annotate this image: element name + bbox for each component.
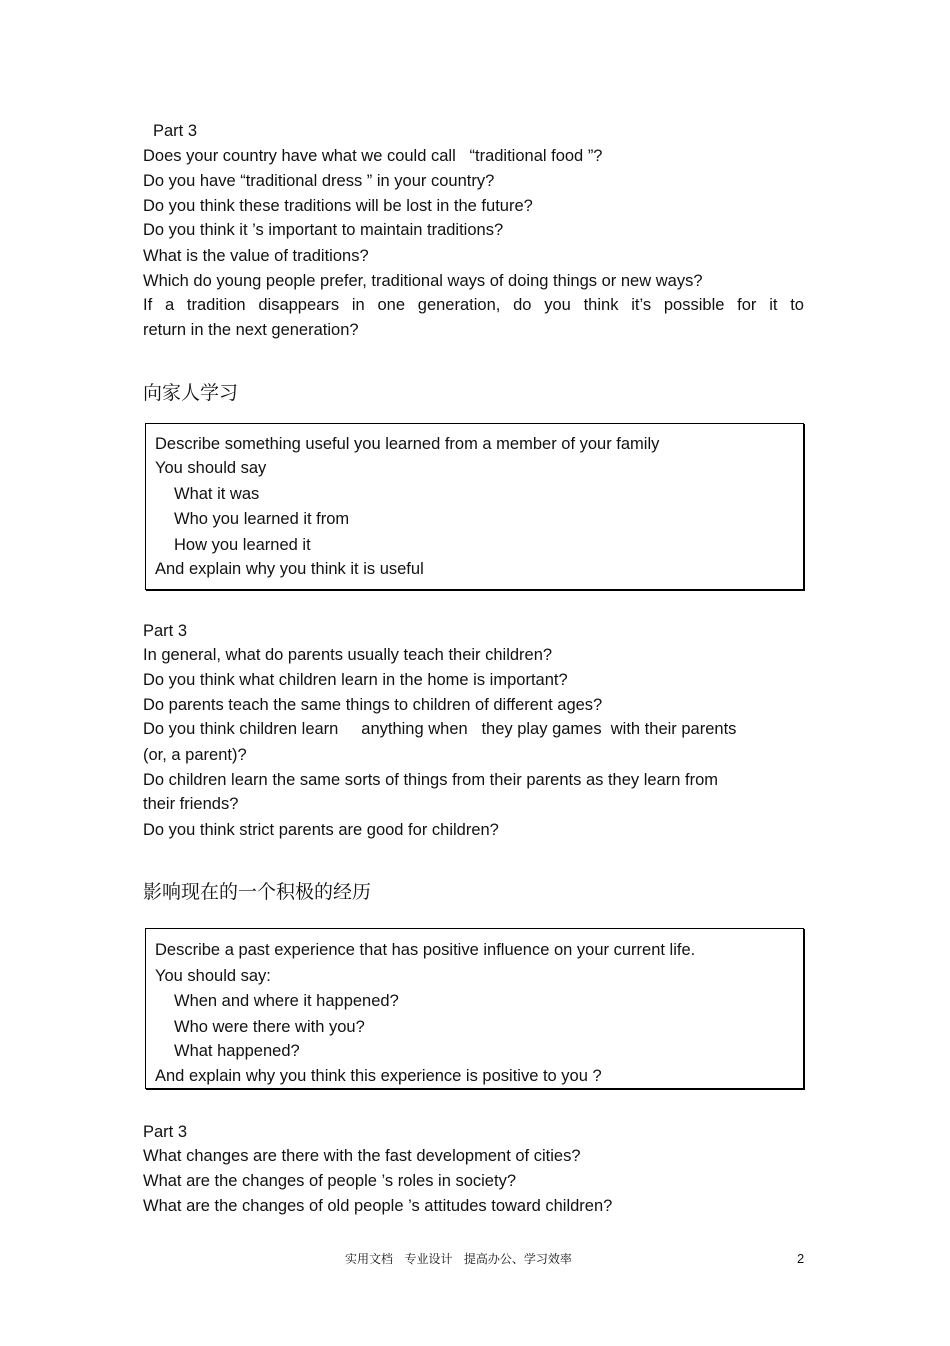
question-line: What are the changes of old people ’s attitudes toward children? — [143, 1197, 613, 1215]
cue-card-point: Who you learned it from — [174, 510, 350, 528]
section-heading: 影响现在的一个积极的经历 — [143, 881, 372, 903]
question-line: What changes are there with the fast development of cities? — [143, 1147, 581, 1165]
cue-card-point: When and where it happened? — [174, 992, 399, 1010]
cue-card — [145, 423, 804, 590]
question-line: Which do young people prefer, traditional ways of doing things or new ways? — [143, 272, 703, 290]
question-line: Do you think children learn anything when they play games with their parents — [143, 720, 737, 738]
cue-card-point: What it was — [174, 485, 260, 503]
question-line: Do children learn the same sorts of things from their parents as they learn from — [143, 771, 719, 789]
cue-card-point: How you learned it — [174, 536, 311, 554]
question-line: Do you think strict parents are good for children? — [143, 821, 499, 839]
cue-card-point: What happened? — [174, 1042, 300, 1060]
part-label: Part 3 — [143, 622, 188, 640]
question-line: their friends? — [143, 795, 239, 813]
cue-card-intro: You should say — [155, 459, 267, 477]
question-line: Do you have “traditional dress ” in your country? — [143, 172, 495, 190]
question-line: Do you think what children learn in the home is important? — [143, 671, 568, 689]
question-line: Do parents teach the same things to children of different ages? — [143, 696, 603, 714]
section-heading: 向家人学习 — [143, 382, 239, 404]
part-label: Part 3 — [143, 1123, 188, 1141]
cue-card-closing: And explain why you think this experience is positive to you ? — [155, 1067, 602, 1085]
question-line: What is the value of traditions? — [143, 247, 369, 265]
question-line: (or, a parent)? — [143, 746, 247, 764]
page-number: 2 — [797, 1251, 805, 1266]
cue-card-title: Describe something useful you learned from a member of your family — [155, 435, 660, 453]
question-line: What are the changes of people ’s roles in society? — [143, 1172, 516, 1190]
question-line: return in the next generation? — [143, 321, 359, 339]
question-line: Do you think it ’s important to maintain traditions? — [143, 221, 504, 239]
question-line: Do you think these traditions will be lost in the future? — [143, 197, 533, 215]
part-label: Part 3 — [153, 122, 198, 140]
question-line: Does your country have what we could call “traditional food ”? — [143, 147, 603, 165]
cue-card — [145, 928, 804, 1089]
cue-card-title: Describe a past experience that has positive influence on your current life. — [155, 941, 696, 959]
cue-card-intro: You should say: — [155, 967, 271, 985]
cue-card-point: Who were there with you? — [174, 1018, 365, 1036]
cue-card-closing: And explain why you think it is useful — [155, 560, 424, 578]
question-line: In general, what do parents usually teach their children? — [143, 646, 553, 664]
question-line: If a tradition disappears in one generation, do you think it’s possible for it to — [143, 296, 804, 314]
page-footer: 实用文档 专业设计 提高办公、学习效率 — [345, 1252, 572, 1266]
